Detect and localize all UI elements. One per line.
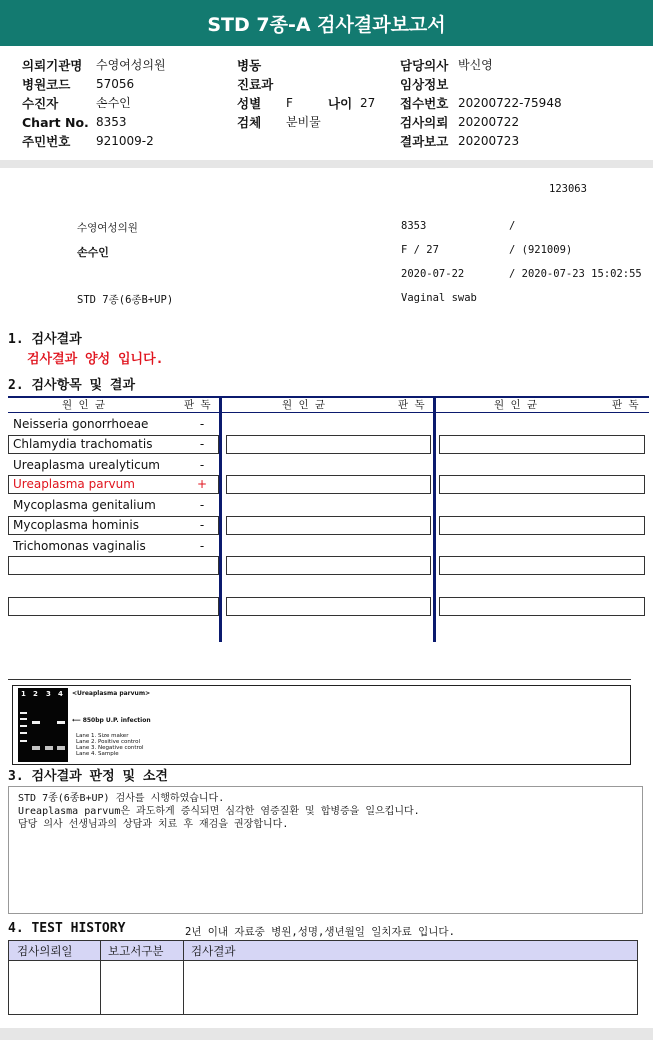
organism-chlamydia: Chlamydia trachomatis xyxy=(13,437,153,451)
organism-parvum: Ureaplasma parvum xyxy=(13,477,135,491)
table-row-box xyxy=(226,435,431,454)
col-judge-3: 판 독 xyxy=(612,399,639,411)
table-head-border xyxy=(8,412,649,413)
gel-legend-item: Lane 1. Size maker xyxy=(76,733,129,739)
col-organism-1: 원 인 균 xyxy=(62,399,106,411)
history-divider xyxy=(100,941,101,1014)
report-value: 20200723 xyxy=(458,134,520,148)
code-value: 57056 xyxy=(96,77,135,91)
table-row-box xyxy=(226,556,431,575)
result-positive-text: 검사결과 양성 입니다. xyxy=(27,352,164,367)
history-divider xyxy=(183,941,184,1014)
gel-top-rule xyxy=(8,679,631,680)
table-row-box xyxy=(439,556,645,575)
gel-electrophoresis-image xyxy=(18,688,68,762)
history-col-report-type: 보고서구분 xyxy=(108,944,164,958)
table-row-box xyxy=(439,435,645,454)
table-row-box xyxy=(226,475,431,494)
opinion-line: Ureaplasma parvum은 과도하게 증식되면 심각한 염증질환 및 합병증을 일으킵니다. xyxy=(18,806,420,817)
result-urealyticum: - xyxy=(199,458,205,472)
age-label: 나이 xyxy=(328,96,353,111)
sex-label: 성별 xyxy=(237,96,262,111)
doctor-value: 박신영 xyxy=(458,58,493,72)
footer-band xyxy=(0,1028,653,1040)
id-label: 주민번호 xyxy=(22,134,71,149)
section1-heading: 1. 검사결과 xyxy=(8,332,82,347)
history-col-request-date: 검사의뢰일 xyxy=(17,944,73,958)
code-label: 병원코드 xyxy=(22,77,71,92)
summary-institution: 수영여성의원 xyxy=(77,222,138,234)
col-organism-3: 원 인 균 xyxy=(494,399,538,411)
lane-number: 1 xyxy=(21,690,26,698)
col-organism-2: 원 인 균 xyxy=(282,399,326,411)
summary-code: 123063 xyxy=(549,183,587,195)
history-header xyxy=(9,941,637,961)
result-genitalium: - xyxy=(199,498,205,512)
organism-genitalium: Mycoplasma genitalium xyxy=(13,498,156,512)
chart-label: Chart No. xyxy=(22,115,89,130)
table-row-box xyxy=(8,556,219,575)
gel-band xyxy=(57,721,65,724)
summary-slash: / xyxy=(509,220,516,232)
gel-band xyxy=(20,718,27,720)
table-row-box xyxy=(226,516,431,535)
gel-band xyxy=(20,725,27,727)
sex-value: F xyxy=(286,96,293,110)
table-row-box xyxy=(8,597,219,616)
specimen-label: 검체 xyxy=(237,115,262,130)
chart-value: 8353 xyxy=(96,115,127,129)
opinion-line: 담당 의사 선생님과의 상담과 치료 후 재검을 권장합니다. xyxy=(18,819,289,830)
result-trichomonas: - xyxy=(199,539,205,553)
lane-number: 4 xyxy=(58,690,63,698)
summary-chart: 8353 xyxy=(401,220,427,232)
dept-label: 진료과 xyxy=(237,77,274,92)
lane-number: 2 xyxy=(33,690,38,698)
arrow-left-icon: ⟵ xyxy=(72,717,83,724)
summary-sex-age: F / 27 xyxy=(401,244,439,256)
lane-number: 3 xyxy=(46,690,51,698)
result-chlamydia: - xyxy=(199,437,205,451)
opinion-line: STD 7종(6종B+UP) 검사를 시행하였습니다. xyxy=(18,793,225,804)
result-parvum: + xyxy=(196,477,208,491)
institution-label: 의뢰기관명 xyxy=(22,58,83,73)
gel-legend-item: Lane 4. Sample xyxy=(76,751,119,757)
id-value: 921009-2 xyxy=(96,134,154,148)
gel-legend-item: Lane 3. Negative control xyxy=(76,745,144,751)
organism-hominis: Mycoplasma hominis xyxy=(13,518,139,532)
history-col-result: 검사결과 xyxy=(191,944,236,958)
summary-patient: 손수인 xyxy=(77,246,109,259)
gel-band xyxy=(20,740,27,742)
opinion-box xyxy=(8,786,643,914)
col-judge-2: 판 독 xyxy=(398,399,425,411)
gel-title: <Ureaplasma parvum> xyxy=(72,690,151,697)
header-separator xyxy=(0,160,653,168)
result-hominis: - xyxy=(199,518,205,532)
patient-label: 수진자 xyxy=(22,96,59,111)
gel-band xyxy=(20,732,27,734)
organism-trichomonas: Trichomonas vaginalis xyxy=(13,539,146,553)
table-row-box xyxy=(439,597,645,616)
receipt-value: 20200722-75948 xyxy=(458,96,562,110)
age-value: 27 xyxy=(360,96,376,110)
history-note: 2년 이내 자료중 병원,성명,생년월일 일치자료 입니다. xyxy=(185,926,455,938)
summary-specimen: Vaginal swab xyxy=(401,292,477,304)
report-title: STD 7종-A 검사결과보고서 xyxy=(0,0,653,46)
clinical-label: 임상정보 xyxy=(400,77,449,92)
specimen-value: 분비물 xyxy=(286,115,321,129)
result-neisseria: - xyxy=(199,417,205,431)
table-row-box xyxy=(226,597,431,616)
column-divider-2 xyxy=(433,397,436,642)
col-judge-1: 판 독 xyxy=(184,399,211,411)
request-label: 검사의뢰 xyxy=(400,115,449,130)
gel-band xyxy=(32,746,40,750)
patient-value: 손수인 xyxy=(96,96,131,110)
institution-value: 수영여성의원 xyxy=(96,58,166,72)
receipt-label: 접수번호 xyxy=(400,96,449,111)
table-row-box xyxy=(439,516,645,535)
ward-label: 병동 xyxy=(237,58,262,73)
section2-heading: 2. 검사항목 및 결과 xyxy=(8,378,136,393)
organism-urealyticum: Ureaplasma urealyticum xyxy=(13,458,160,472)
gel-band xyxy=(57,746,65,750)
gel-band xyxy=(20,712,27,714)
summary-test: STD 7종(6종B+UP) xyxy=(77,294,174,306)
table-row-box xyxy=(439,475,645,494)
section4-heading: 4. TEST HISTORY xyxy=(8,921,126,936)
doctor-label: 담당의사 xyxy=(400,58,449,73)
summary-birth: / (921009) xyxy=(509,244,573,256)
gel-arrow-label: ⟵ 850bp U.P. infection xyxy=(72,717,151,724)
summary-date2: / 2020-07-23 15:02:55 xyxy=(509,268,642,280)
section3-heading: 3. 검사결과 판정 및 소견 xyxy=(8,769,168,784)
column-divider-1 xyxy=(219,397,222,642)
request-value: 20200722 xyxy=(458,115,520,129)
gel-band xyxy=(45,746,53,750)
gel-band xyxy=(32,721,40,724)
summary-date1: 2020-07-22 xyxy=(401,268,465,280)
organism-neisseria: Neisseria gonorrhoeae xyxy=(13,417,149,431)
history-table xyxy=(8,940,638,1015)
report-label: 결과보고 xyxy=(400,134,449,149)
gel-legend-item: Lane 2. Positive control xyxy=(76,739,141,745)
